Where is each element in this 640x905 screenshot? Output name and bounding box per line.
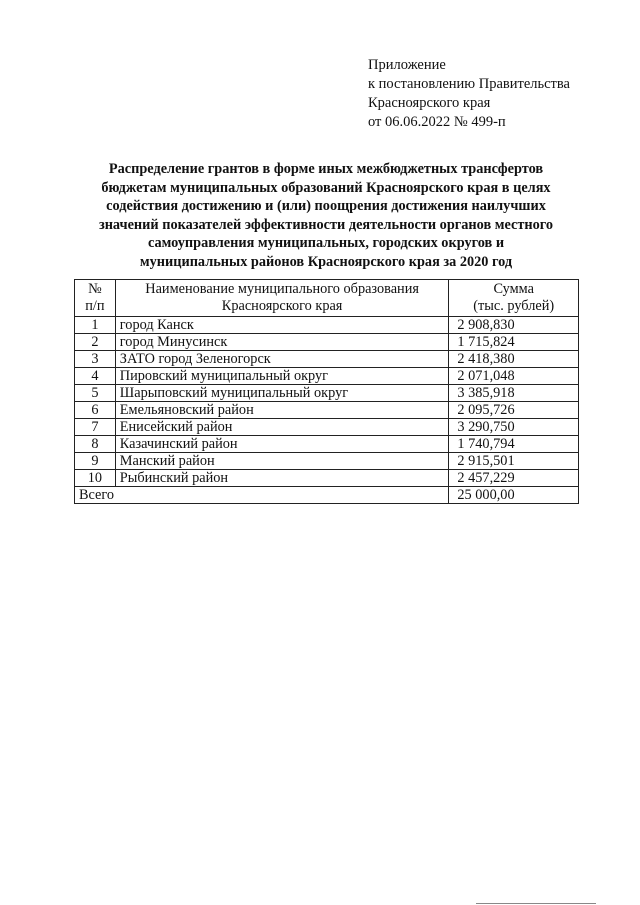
total-sum: 25 000,00 [449, 487, 579, 504]
row-num: 9 [75, 453, 116, 470]
table-row [75, 385, 579, 402]
row-sum: 2 071,048 [449, 368, 579, 385]
grants-table [74, 279, 579, 504]
row-sum: 1 715,824 [449, 334, 579, 351]
row-num: 1 [75, 317, 116, 334]
header-num-line1: № [88, 281, 102, 297]
header-sum-line2: (тыс. рублей) [473, 298, 555, 314]
table-row [75, 334, 579, 351]
table-row [75, 453, 579, 470]
row-sum: 2 457,229 [449, 470, 579, 487]
row-num: 10 [75, 470, 116, 487]
appendix-block [368, 56, 570, 132]
row-name: Манский район [115, 453, 449, 470]
row-name: Казачинский район [115, 436, 449, 453]
row-num: 4 [75, 368, 116, 385]
row-name: Емельяновский район [115, 402, 449, 419]
appendix-line: Красноярского края [368, 95, 491, 111]
row-sum: 2 095,726 [449, 402, 579, 419]
header-name [115, 280, 449, 317]
appendix-date-line: от 06.06.2022 № 499-п [368, 114, 506, 130]
row-num: 7 [75, 419, 116, 436]
row-name: Шарыповский муниципальный округ [115, 385, 449, 402]
appendix-line: Приложение [368, 57, 446, 73]
row-name: ЗАТО город Зеленогорск [115, 351, 449, 368]
table-total-row [75, 487, 579, 504]
row-name: город Минусинск [115, 334, 449, 351]
row-sum: 3 290,750 [449, 419, 579, 436]
appendix-line: к постановлению Правительства [368, 76, 570, 92]
title-line: значений показателей эффективности деятельности органов местного [98, 216, 554, 233]
row-sum: 2 908,830 [449, 317, 579, 334]
row-num: 3 [75, 351, 116, 368]
row-name: Рыбинский район [115, 470, 449, 487]
title-line: муниципальных районов Красноярского края за 2020 год [139, 253, 513, 270]
row-num: 6 [75, 402, 116, 419]
title-line: Распределение грантов в форме иных межбюджетных трансфертов [108, 161, 544, 177]
header-num [75, 280, 116, 317]
table-row [75, 368, 579, 385]
row-name: Пировский муниципальный округ [115, 368, 449, 385]
row-name: город Канск [115, 317, 449, 334]
table-row [75, 317, 579, 334]
row-sum: 1 740,794 [449, 436, 579, 453]
title-line: бюджетам муниципальных образований Красноярского края в целях [101, 179, 551, 196]
row-name: Енисейский район [115, 419, 449, 436]
table-row [75, 419, 579, 436]
row-num: 8 [75, 436, 116, 453]
row-sum: 2 915,501 [449, 453, 579, 470]
footer-divider [476, 903, 596, 904]
table-row [75, 351, 579, 368]
table-header-row [75, 280, 579, 317]
title-line: самоуправления муниципальных, городских округов и [147, 235, 505, 252]
table-row [75, 436, 579, 453]
header-num-line2: п/п [85, 298, 105, 314]
row-sum: 3 385,918 [449, 385, 579, 402]
title-line: содействия достижению и (или) поощрения достижения наилучших [106, 198, 546, 215]
row-num: 5 [75, 385, 116, 402]
document-title [60, 160, 592, 272]
header-sum-line1: Сумма [493, 281, 534, 297]
total-label: Всего [75, 487, 449, 504]
row-sum: 2 418,380 [449, 351, 579, 368]
table-row [75, 402, 579, 419]
header-name-line2: Красноярского края [221, 298, 343, 314]
header-sum [449, 280, 579, 317]
header-name-line1: Наименование муниципального образования [145, 281, 419, 297]
row-num: 2 [75, 334, 116, 351]
table-row [75, 470, 579, 487]
